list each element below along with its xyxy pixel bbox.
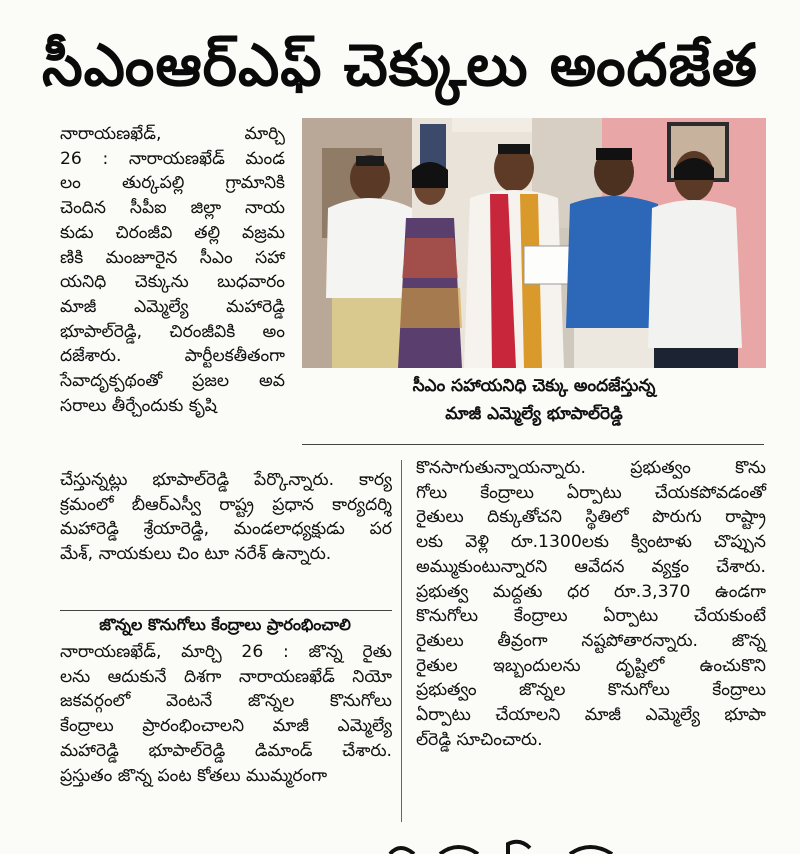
- left-top-line: లం తుర్కపల్లి గ్రామానికి: [60, 173, 285, 194]
- article-left-top: [60, 122, 285, 418]
- left-top-line: యనిధి చెక్కును బుధవారం: [60, 272, 285, 293]
- left-top-line: ణికి మంజూరైన సీఎం సహా: [60, 247, 285, 268]
- left-wide-line: మేశ్, నాయకులు చిం టూ నరేశ్ ఉన్నారు.: [60, 544, 332, 565]
- right-line: అమ్ముకుంటున్నారని ఆవేదన వ్యక్తం చేశారు.: [416, 556, 766, 577]
- left-top-line: మాజీ ఎమ్మెల్యే మహారెడ్డి: [60, 296, 285, 317]
- left-bottom-line: నారాయణఖేడ్, మార్చి 26 : జొన్న రైతు: [60, 642, 392, 662]
- caption-line-1: సీఎం సహాయనిధి చెక్కు అందజేస్తున్న: [412, 376, 656, 396]
- left-top-line: భూపాల్‌రెడ్డి, చిరంజీవికి అం: [60, 321, 285, 342]
- left-top-line: నారాయణఖేడ్, మార్చి: [60, 124, 285, 144]
- right-line: గోలు కేంద్రాలు ఏర్పాటు చేయకపోవడంతో: [416, 482, 766, 503]
- left-bottom-line: జకవర్గంలో వెంటనే జొన్నల కొనుగోలు: [60, 691, 392, 712]
- article-left-bottom: [60, 640, 392, 788]
- left-bottom-line: లను ఆదుకునే దిశగా నారాయణఖేడ్ నియో: [60, 666, 392, 687]
- next-headline-fragment: [380, 838, 680, 854]
- article-right: [416, 456, 766, 752]
- column-divider: [401, 460, 402, 822]
- left-top-line: దజేశారు. పార్టీలకతీతంగా: [60, 346, 285, 367]
- left-bottom-line: మహారెడ్డి భూపాల్‌రెడ్డి డిమాండ్ చేశారు.: [60, 740, 392, 761]
- photo-caption: [302, 372, 766, 428]
- left-wide-line: క్రమంలో బీఆర్‌ఎస్వీ రాష్ట్ర ప్రధాన కార్యదర్శి: [60, 494, 392, 515]
- right-line: కొనసాగుతున్నాయన్నారు. ప్రభుత్వం కొను: [416, 458, 766, 478]
- left-top-line: 26 : నారాయణఖేడ్ మండ: [60, 148, 285, 169]
- subhead-rule-top: [60, 610, 392, 611]
- left-top-line: సేవాదృక్పథంతో ప్రజల అవ: [60, 371, 285, 392]
- news-photo: [302, 118, 766, 368]
- right-line: ల్‌రెడ్డి సూచించారు.: [416, 729, 543, 750]
- caption-rule: [302, 444, 764, 445]
- left-top-line: కుడు చిరంజీవి తల్లి వజ్రమ: [60, 222, 285, 243]
- caption-line-2: మాజీ ఎమ్మెల్యే భూపాల్‌రెడ్డి: [445, 404, 623, 424]
- article-left-wide: [60, 468, 392, 567]
- right-line: ప్రభుత్వ మద్దతు ధర రూ.3,370 ఉండగా: [416, 581, 766, 602]
- left-top-line: సరాలు తీర్చేందుకు కృషి: [60, 395, 217, 416]
- left-bottom-line: కేంద్రాలు ప్రారంభించాలని మాజీ ఎమ్మెల్యే: [60, 716, 392, 737]
- left-wide-line: చేస్తున్నట్లు భూపాల్‌రెడ్డి పేర్కొన్నారు. కార్య: [60, 470, 392, 490]
- right-line: ఏర్పాటు చేయాలని మాజీ ఎమ్మెల్యే భూపా: [416, 705, 766, 726]
- right-line: కొనుగోలు కేంద్రాలు ఏర్పాటు చేయకుంటే: [416, 606, 766, 627]
- left-top-line: చెందిన సీపీఐ జిల్లా నాయ: [60, 198, 285, 219]
- headline: సీఎంఆర్ఎఫ్ చెక్కులు అందజేత: [41, 31, 759, 99]
- right-line: రైతులు దిక్కుతోచని స్థితిలో పొరుగు రాష్ట్రా: [416, 507, 766, 528]
- left-wide-line: మహారెడ్డి శ్రేయారెడ్డి, మండలాధ్యక్షుడు పర: [60, 519, 392, 540]
- left-bottom-line: ప్రస్తుతం జొన్న పంట కోతలు ముమ్మరంగా: [60, 765, 328, 786]
- right-line: రైతుల ఇబ్బందులను దృష్టిలో ఉంచుకొని: [416, 655, 766, 676]
- right-line: ప్రభుత్వం జొన్నల కొనుగోలు కేంద్రాలు: [416, 680, 766, 701]
- right-line: రైతులు తీవ్రంగా నష్టపోతారన్నారు. జొన్న: [416, 630, 766, 651]
- subheading: జొన్నల కొనుగోలు కేంద్రాలు ప్రారంభించాలి: [99, 615, 351, 634]
- right-line: లకు వెళ్లి రూ.1300లకు క్వింటాళు చొప్పున: [416, 532, 766, 553]
